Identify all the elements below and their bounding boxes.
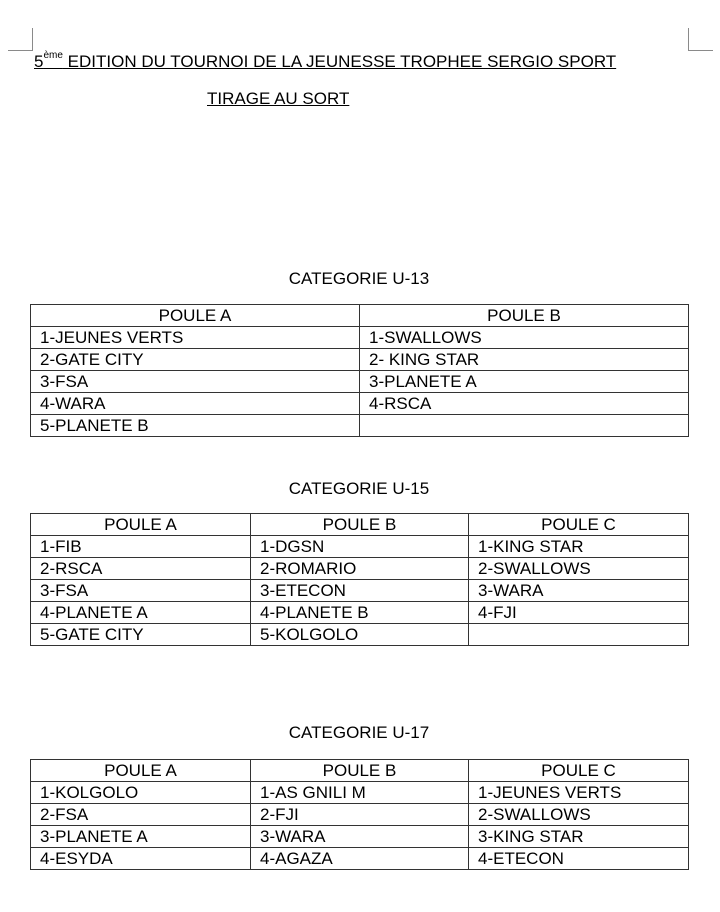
- team-cell: 3-PLANETE A: [360, 371, 689, 393]
- team-cell: 1-AS GNILI M: [251, 782, 469, 804]
- team-cell: 5-GATE CITY: [31, 624, 251, 646]
- team-cell: 2-FJI: [251, 804, 469, 826]
- team-cell: 4-ETECON: [469, 848, 689, 870]
- title-number: 5: [34, 52, 44, 71]
- team-cell: 1-KING STAR: [469, 536, 689, 558]
- team-cell: [469, 624, 689, 646]
- column-header: POULE A: [31, 760, 251, 782]
- team-cell: 4-FJI: [469, 602, 689, 624]
- category-u15-table: [30, 513, 689, 646]
- column-header: POULE A: [31, 514, 251, 536]
- table-row: [31, 415, 689, 437]
- column-header: POULE C: [469, 514, 689, 536]
- table-row: [31, 602, 689, 624]
- team-cell: 4-PLANETE B: [251, 602, 469, 624]
- team-cell: 4-WARA: [31, 393, 360, 415]
- team-cell: 1-JEUNES VERTS: [469, 782, 689, 804]
- category-u13-table: [30, 304, 689, 437]
- table-header-row: [31, 760, 689, 782]
- team-cell: 2- KING STAR: [360, 349, 689, 371]
- team-cell: 2-ROMARIO: [251, 558, 469, 580]
- table-header-row: [31, 305, 689, 327]
- table-row: [31, 848, 689, 870]
- team-cell: 1-JEUNES VERTS: [31, 327, 360, 349]
- document-title: [34, 50, 616, 72]
- table-row: [31, 782, 689, 804]
- team-cell: 1-FIB: [31, 536, 251, 558]
- column-header: POULE B: [251, 514, 469, 536]
- team-cell: 2-GATE CITY: [31, 349, 360, 371]
- table-row: [31, 371, 689, 393]
- team-cell: 4-RSCA: [360, 393, 689, 415]
- page-corner-mark-left: [8, 28, 33, 51]
- column-header: POULE A: [31, 305, 360, 327]
- team-cell: 3-WARA: [469, 580, 689, 602]
- team-cell: 5-PLANETE B: [31, 415, 360, 437]
- column-header: POULE B: [360, 305, 689, 327]
- table-row: [31, 558, 689, 580]
- team-cell: 3-FSA: [31, 580, 251, 602]
- table-row: [31, 804, 689, 826]
- team-cell: 3-FSA: [31, 371, 360, 393]
- table-row: [31, 536, 689, 558]
- team-cell: 1-DGSN: [251, 536, 469, 558]
- team-cell: 3-WARA: [251, 826, 469, 848]
- category-u13-title: CATEGORIE U-13: [288, 269, 430, 288]
- category-u17-table: [30, 759, 689, 870]
- team-cell: 3-ETECON: [251, 580, 469, 602]
- table-row: [31, 826, 689, 848]
- team-cell: 4-PLANETE A: [31, 602, 251, 624]
- team-cell: 2-FSA: [31, 804, 251, 826]
- team-cell: [360, 415, 689, 437]
- team-cell: 4-ESYDA: [31, 848, 251, 870]
- team-cell: 4-AGAZA: [251, 848, 469, 870]
- team-cell: 5-KOLGOLO: [251, 624, 469, 646]
- table-row: [31, 624, 689, 646]
- page-corner-mark-right: [688, 28, 713, 51]
- document-subtitle: TIRAGE AU SORT: [207, 89, 350, 108]
- column-header: POULE C: [469, 760, 689, 782]
- table-row: [31, 327, 689, 349]
- team-cell: 3-PLANETE A: [31, 826, 251, 848]
- table-row: [31, 393, 689, 415]
- team-cell: 2-SWALLOWS: [469, 558, 689, 580]
- team-cell: 2-SWALLOWS: [469, 804, 689, 826]
- team-cell: 2-RSCA: [31, 558, 251, 580]
- category-u15-title: CATEGORIE U-15: [288, 479, 430, 498]
- team-cell: 1-SWALLOWS: [360, 327, 689, 349]
- team-cell: 1-KOLGOLO: [31, 782, 251, 804]
- title-superscript: ème: [43, 50, 63, 61]
- table-row: [31, 349, 689, 371]
- table-header-row: [31, 514, 689, 536]
- team-cell: 3-KING STAR: [469, 826, 689, 848]
- table-row: [31, 580, 689, 602]
- category-u17-title: CATEGORIE U-17: [288, 723, 430, 742]
- title-text: EDITION DU TOURNOI DE LA JEUNESSE TROPHEE SERGIO SPORT: [62, 52, 617, 71]
- column-header: POULE B: [251, 760, 469, 782]
